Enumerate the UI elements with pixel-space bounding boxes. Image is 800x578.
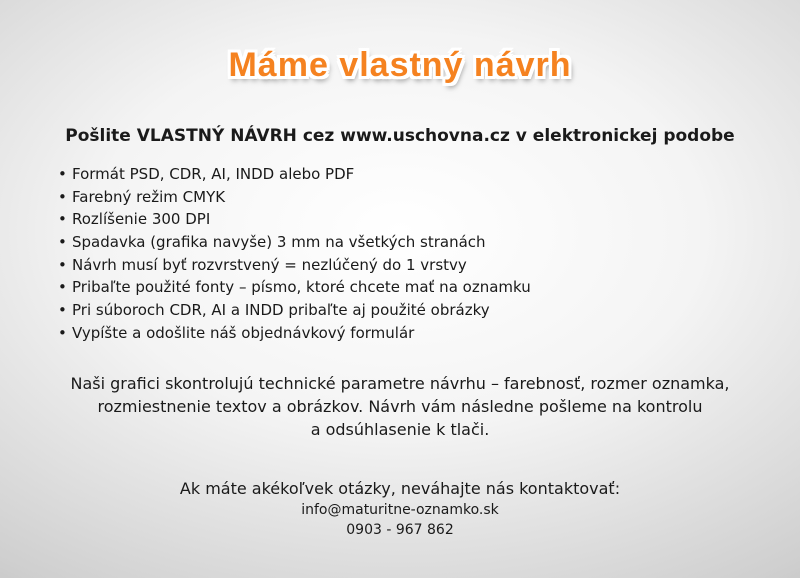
bullet-icon: • [58,323,67,342]
list-item: • Pri súboroch CDR, AI a INDD pribaľte aj použité obrázky [58,299,531,322]
subtitle: Pošlite VLASTNÝ NÁVRH cez www.uschovna.cz v elektronickej podobe [65,126,735,146]
page-title: Máme vlastný návrh [228,46,572,84]
info-paragraph [40,372,760,441]
list-item: • Návrh musí byť rozvrstvený = nezlúčený do 1 vrstvy [58,254,531,277]
paragraph-line: rozmiestnenie textov a obrázkov. Návrh vám následne pošleme na kontrolu [97,397,703,416]
list-item: • Formát PSD, CDR, AI, INDD alebo PDF [58,163,531,186]
list-item: • Vypíšte a odošlite náš objednávkový formulár [58,322,531,345]
bullet-icon: • [58,301,67,320]
list-item: • Spadavka (grafika navyše) 3 mm na všetkých stranách [58,231,531,254]
bullet-icon: • [58,165,67,183]
paragraph-line: a odsúhlasenie k tlači. [310,420,490,439]
bullet-icon: • [58,233,67,252]
bullet-icon: • [58,210,67,229]
requirements-list [58,163,531,345]
list-item: • Rozlíšenie 300 DPI [58,208,531,231]
contact-email[interactable]: info@maturitne-oznamko.sk [301,502,499,518]
bullet-icon: • [58,187,67,206]
list-item: • Pribaľte použité fonty – písmo, ktoré chcete mať na oznamku [58,276,531,299]
bullet-icon: • [58,278,67,297]
contact-phone: 0903 - 967 862 [346,522,454,538]
list-item: • Farebný režim CMYK [58,186,531,209]
bullet-icon: • [58,255,67,274]
contact-question: Ak máte akékoľvek otázky, neváhajte nás kontaktovať: [179,479,621,498]
paragraph-line: Naši grafici skontrolujú technické parametre návrhu – farebnosť, rozmer oznamka, [70,374,730,393]
contact-section [0,478,800,540]
